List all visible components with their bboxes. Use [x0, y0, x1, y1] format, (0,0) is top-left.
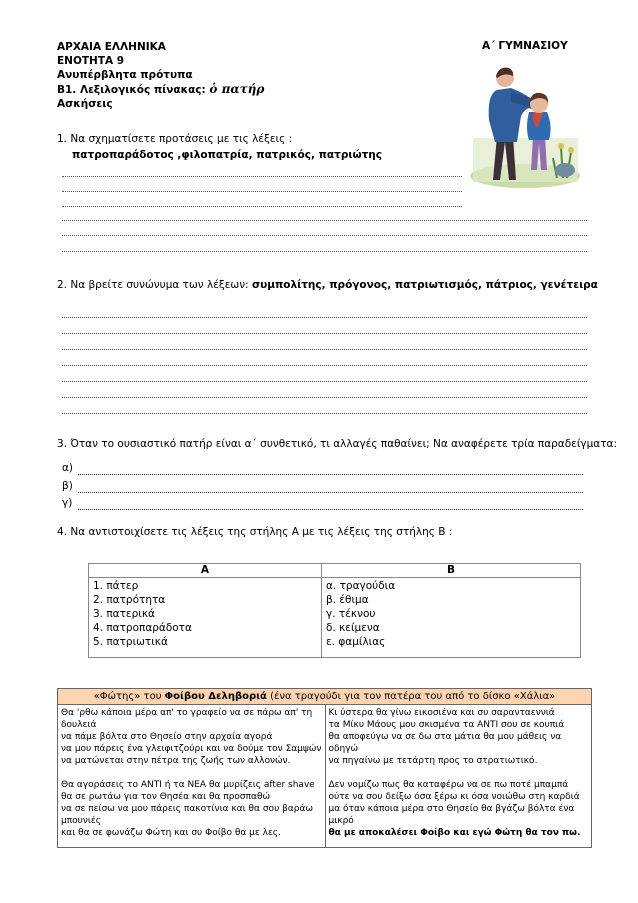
- lyric-line: ούτε να σου δείξω όσα ξέρω κι όσα νοιώθω στη καρδιά: [328, 792, 580, 802]
- answer-line: [78, 509, 583, 510]
- column-a-item: 5. πατριωτικά: [93, 636, 168, 648]
- answer-item-a: α): [62, 462, 74, 474]
- column-a-header: Α: [89, 564, 322, 578]
- answer-item-c: γ): [62, 497, 73, 509]
- grade-label: Α΄ ΓΥΜΝΑΣΙΟΥ: [482, 40, 568, 52]
- vocab-lemma: ὁ πατήρ: [209, 82, 265, 96]
- answer-line: [62, 413, 587, 414]
- song-title-pre: «Φώτης» του: [93, 691, 162, 702]
- unit-title: ΕΝΟΤΗΤΑ 9: [57, 55, 125, 67]
- answer-line: [62, 176, 462, 177]
- answer-line: [62, 220, 587, 221]
- lyric-line: θα αποφεύγω να σε δω στα μάτια θα μου μάθεις να οδηγώ: [328, 732, 562, 754]
- column-b-item: ε. φαμίλιας: [326, 636, 386, 648]
- song-artist: Φοίβου Δεληβοριά: [164, 691, 267, 702]
- lyric-line: να μου πάρεις ένα γλειφιτζούρι και να δούμε τον Σαμψών: [61, 744, 322, 754]
- column-b-item: β. έθιμα: [326, 594, 369, 606]
- answer-line: [62, 397, 587, 398]
- answer-line: [62, 381, 587, 382]
- column-b-cell: [322, 578, 581, 658]
- answer-item-b: β): [62, 480, 73, 492]
- column-b-item: γ. τέκνου: [326, 608, 376, 620]
- answer-line: [62, 191, 462, 192]
- lyric-line: Θα 'ρθω κάποια μέρα απ' το γραφείο να σε πάρω απ' τη δουλειά: [61, 708, 313, 730]
- vocab-table-prefix: Β1. Λεξιλογικός πίνακας:: [57, 84, 206, 96]
- answer-line: [62, 206, 462, 207]
- column-a-item: 4. πατροπαράδοτα: [93, 622, 192, 634]
- vocab-table-heading: [57, 82, 264, 97]
- lyric-line-bold: θα με αποκαλέσει Φοίβο και εγώ Φώτη θα τον πω.: [328, 828, 581, 838]
- answer-line: [62, 235, 587, 236]
- lyric-line: να ματώνεται στην πέτρα της ζωής των αλλονών.: [61, 756, 291, 766]
- matching-table: [88, 563, 581, 658]
- question-1: 1. Να σχηματίσετε προτάσεις με τις λέξεις :: [57, 133, 293, 145]
- lyric-line: να πάμε βόλτα στο Θησείο στην αρχαία αγορά: [61, 732, 273, 742]
- column-a-item: 1. πάτερ: [93, 580, 139, 592]
- lyric-line: Θα αγοράσεις το ΑΝΤΙ ή τα ΝΕΑ θα μυρίζεις after shave: [61, 780, 315, 790]
- question-2: [57, 278, 598, 292]
- subject-title: ΑΡΧΑΙΑ ΕΛΛΗΝΙΚΑ: [57, 41, 166, 53]
- lyrics-left-column: [58, 705, 325, 847]
- answer-line: [78, 474, 583, 475]
- column-a-cell: [89, 578, 322, 658]
- lyric-line: να πηγαίνω με τετάρτη προς το στρατιωτικό.: [328, 756, 538, 766]
- lyrics-right-column: [325, 705, 592, 847]
- question-2-text: 2. Να βρείτε συνώνυμα των λέξεων:: [57, 279, 249, 291]
- father-child-illustration: [467, 58, 584, 188]
- question-2-words: συμπολίτης, πρόγονος, πατριωτισμός, πάτριος, γενέτειρα: [251, 279, 598, 291]
- exercises-title: Ασκήσεις: [57, 98, 113, 110]
- lyric-line: Κι ύστερα θα γίνω εικοσιένα και συ σαρανταεννιά: [328, 708, 555, 718]
- question-4: 4. Να αντιστοιχίσετε τις λέξεις της στήλης Α με τις λέξεις της στήλης Β :: [57, 526, 453, 538]
- lyric-line: μα όταν κάποια μέρα στο Θησείο θα βγάζω βόλτα ένα μικρό: [328, 804, 575, 826]
- texts-title: Ανυπέρβλητα πρότυπα: [57, 69, 193, 81]
- answer-line: [62, 365, 587, 366]
- answer-line: [62, 317, 587, 318]
- lyric-line: τα Μίκυ Μάους μου σκισμένα τα ΑΝΤΙ σου σε κουπιά: [328, 720, 565, 730]
- answer-line: [62, 349, 587, 350]
- lyric-line: Δεν νομίζω πως θα καταφέρω να σε πω ποτέ μπαμπά: [328, 780, 569, 790]
- question-1-words: πατροπαράδοτος ,φιλοπατρία, πατρικός, πατριώτης: [72, 149, 382, 161]
- column-b-item: δ. κείμενα: [326, 622, 380, 634]
- question-3: 3. Όταν το ουσιαστικό πατήρ είναι α΄ συνθετικό, τι αλλαγές παθαίνει; Να αναφέρετε τρία παραδείγματα:: [57, 438, 617, 450]
- song-title: [58, 689, 591, 705]
- lyric-line: να σε πείσω να μου πάρεις πακοτίνια και θα σου βαράω μπουνιές: [61, 804, 313, 826]
- answer-line: [62, 333, 587, 334]
- column-a-item: 2. πατρότητα: [93, 594, 166, 606]
- column-a-item: 3. πατερικά: [93, 608, 155, 620]
- song-lyrics-box: [57, 688, 592, 848]
- column-b-header: Β: [322, 564, 581, 578]
- lyric-line: και θα σε φωνάζω Φώτη και συ Φοίβο θα με λες.: [61, 828, 281, 838]
- answer-line: [78, 492, 583, 493]
- answer-line: [62, 251, 587, 252]
- song-title-post: (ένα τραγούδι για τον πατέρα του από το δίσκο «Χάλια»: [270, 691, 556, 702]
- lyric-line: θα σε ρωτάω για τον Θησέα και θα προσπαθώ: [61, 792, 271, 802]
- column-b-item: α. τραγούδια: [326, 580, 396, 592]
